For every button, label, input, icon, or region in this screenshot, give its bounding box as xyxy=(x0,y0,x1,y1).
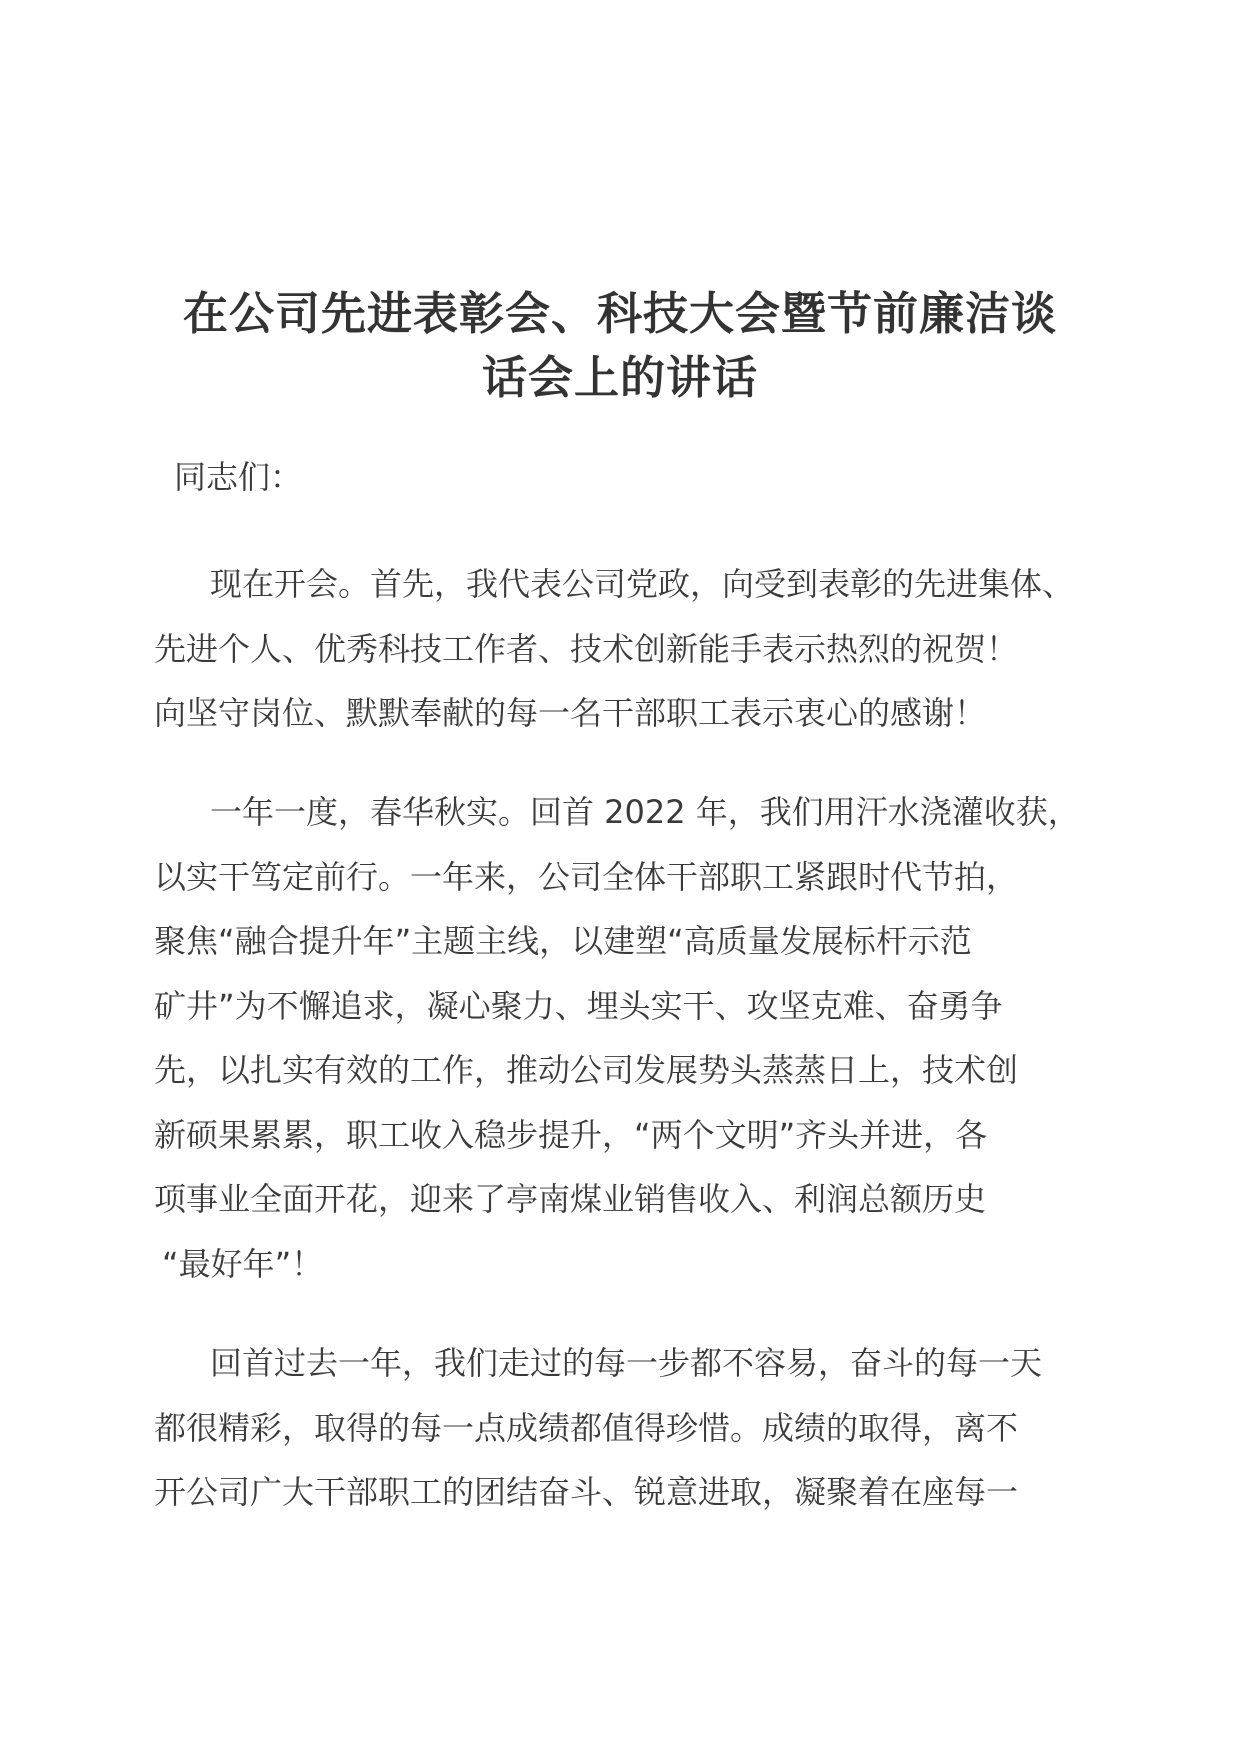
paragraph-2 xyxy=(154,780,1104,1296)
title-line-2: 话会上的讲话 xyxy=(481,351,758,404)
paragraph-line: 一年一度，春华秋实。回首 2022 年，我们用汗水浇灌收获， xyxy=(210,793,1080,831)
paragraph-line: 先进个人、优秀科技工作者、技术创新能手表示热烈的祝贺！ xyxy=(154,629,1019,668)
title-line-1: 在公司先进表彰会、科技大会暨节前廉洁谈 xyxy=(182,287,1057,340)
paragraph-line: 回首过去一年，我们走过的每一步都不容易，奋斗的每一天 xyxy=(210,1344,1043,1382)
paragraph-line: 开公司广大干部职工的团结奋斗、锐意进取，凝聚着在座每一 xyxy=(154,1473,1019,1511)
paragraph-line: 向坚守岗位、默默奉献的每一名干部职工表示衷心的感谢！ xyxy=(154,694,987,732)
paragraph-line: 先，以扎实有效的工作，推动公司发展势头蒸蒸日上，技术创 xyxy=(154,1051,1019,1089)
paragraph-line: “最好年”！ xyxy=(162,1244,324,1283)
paragraph-line: 以实干笃定前行。一年来，公司全体干部职工紧跟时代节拍， xyxy=(154,857,1019,896)
document-title xyxy=(150,282,1090,410)
paragraph-3 xyxy=(154,1331,1104,1525)
paragraph-line: 项事业全面开花，迎来了亭南煤业销售收入、利润总额历史 xyxy=(154,1180,987,1218)
paragraph-1 xyxy=(154,552,1104,746)
salutation: 同志们： xyxy=(174,458,303,496)
paragraph-line: 矿井”为不懈追求，凝心聚力、埋头实干、攻坚克难、奋勇争 xyxy=(154,986,1003,1025)
paragraph-line: 现在开会。首先，我代表公司党政，向受到表彰的先进集体、 xyxy=(210,565,1075,603)
paragraph-line: 都很精彩，取得的每一点成绩都值得珍惜。成绩的取得，离不 xyxy=(154,1408,1019,1447)
paragraph-line: 新硕果累累，职工收入稳步提升，“两个文明”齐头并进，各 xyxy=(154,1115,988,1154)
paragraph-line: 聚焦“融合提升年”主题主线，以建塑“高质量发展标杆示范 xyxy=(154,922,972,960)
